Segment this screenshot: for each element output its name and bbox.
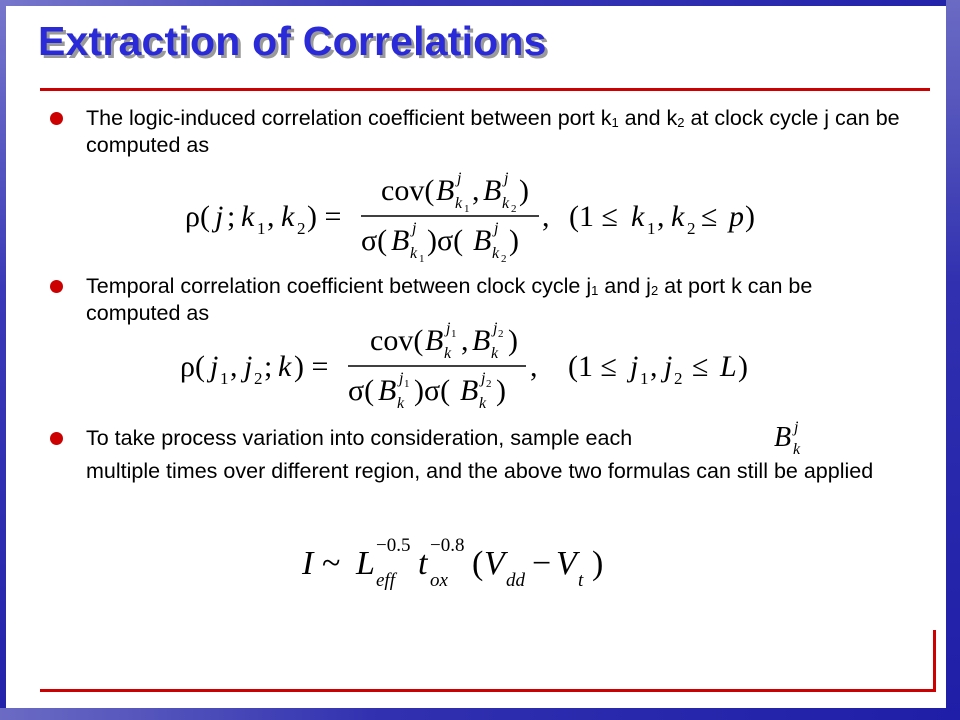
svg-text:,: , <box>657 200 665 233</box>
svg-text:1: 1 <box>464 203 470 215</box>
svg-text:): ) <box>509 224 519 257</box>
svg-text:k: k <box>444 345 452 362</box>
svg-text:B: B <box>378 374 397 407</box>
svg-text:B: B <box>483 174 502 207</box>
svg-text:k: k <box>397 395 405 412</box>
svg-text:t: t <box>578 570 584 591</box>
svg-text:B: B <box>473 224 492 257</box>
svg-text:L: L <box>356 545 375 582</box>
bullet-text-3: To take process variation into consideration, sample each multiple times over different region, and the above two formulas can still be applied <box>86 426 874 483</box>
bullet-dot-icon <box>50 432 63 445</box>
svg-text:I: I <box>302 545 314 582</box>
svg-text:1: 1 <box>451 328 457 340</box>
svg-text:ox: ox <box>430 570 448 591</box>
svg-text:dd: dd <box>506 570 525 591</box>
svg-text:2: 2 <box>674 369 683 388</box>
svg-text:−0.5: −0.5 <box>376 535 411 556</box>
svg-text:)σ(: )σ( <box>427 224 464 257</box>
svg-text:,: , <box>472 174 480 207</box>
svg-text:2: 2 <box>501 253 507 265</box>
frame-top-bar <box>0 0 960 6</box>
svg-text:1: 1 <box>404 378 410 390</box>
equation-logic-correlation <box>185 168 765 265</box>
svg-text:k: k <box>491 345 499 362</box>
bullet-dot-icon <box>50 280 63 293</box>
svg-text:σ(: σ( <box>361 224 388 257</box>
bullet-text-2: Temporal correlation coefficient between clock cycle $j_1$ and $j_2$ at port k can be computed as <box>86 274 813 325</box>
svg-text:1: 1 <box>257 219 266 238</box>
bullet-dot-icon <box>50 112 63 125</box>
frame-right-bar <box>946 0 960 720</box>
equation-temporal-correlation <box>180 318 760 415</box>
svg-text:) =: ) = <box>294 350 329 383</box>
svg-text:j: j <box>210 350 219 383</box>
svg-text:V: V <box>484 545 505 582</box>
inline-symbol-b-k-j <box>772 418 812 465</box>
svg-text:j: j <box>446 320 451 337</box>
title-underline-rule <box>40 88 930 91</box>
svg-text:k: k <box>241 200 255 233</box>
svg-text:2: 2 <box>498 328 504 340</box>
svg-text:k: k <box>502 195 510 212</box>
svg-text:1: 1 <box>220 369 229 388</box>
svg-text:,: , <box>267 200 275 233</box>
svg-text:eff: eff <box>376 570 395 591</box>
slide-title: Extraction of Correlations <box>38 18 547 64</box>
svg-text:2: 2 <box>254 369 263 388</box>
svg-text:): ) <box>592 545 604 582</box>
svg-text:L: L <box>720 350 737 383</box>
svg-text:ρ(: ρ( <box>185 200 210 233</box>
footer-rule <box>40 689 936 692</box>
svg-text:): ) <box>745 200 755 233</box>
svg-text:j: j <box>457 170 462 187</box>
svg-text:1: 1 <box>640 369 649 388</box>
svg-text:): ) <box>738 350 748 383</box>
svg-text:k: k <box>455 195 463 212</box>
svg-text:−: − <box>532 545 552 582</box>
svg-text:;: ; <box>227 200 236 233</box>
svg-text:k: k <box>281 200 295 233</box>
svg-text:;: ; <box>264 350 273 383</box>
svg-text:): ) <box>496 374 506 407</box>
svg-text:≤: ≤ <box>701 200 718 233</box>
svg-text:cov(: cov( <box>381 174 435 207</box>
svg-text:k: k <box>492 245 500 262</box>
svg-text:j: j <box>412 220 417 237</box>
svg-text:(: ( <box>472 545 484 582</box>
svg-text:j: j <box>493 320 498 337</box>
svg-text:j: j <box>664 350 673 383</box>
svg-text:2: 2 <box>687 219 696 238</box>
svg-text:−0.8: −0.8 <box>430 535 465 556</box>
svg-text:σ(: σ( <box>348 374 375 407</box>
svg-text:j: j <box>244 350 253 383</box>
svg-text:): ) <box>519 174 529 207</box>
svg-text:j: j <box>215 200 224 233</box>
svg-text:≤: ≤ <box>692 350 709 383</box>
svg-text:k: k <box>479 395 487 412</box>
svg-text:~: ~ <box>322 545 341 582</box>
svg-text:B: B <box>391 224 410 257</box>
svg-text:j: j <box>481 370 486 387</box>
bullet-text-1: The logic-induced correlation coefficient between port $k_1$ and $k_2$ at clock cycle j can be computed as <box>86 106 900 157</box>
svg-text:2: 2 <box>297 219 306 238</box>
svg-text:) =: ) = <box>307 200 342 233</box>
svg-text:j: j <box>399 370 404 387</box>
svg-text:1: 1 <box>647 219 656 238</box>
svg-text:,: , <box>230 350 238 383</box>
frame-bottom-bar <box>0 708 960 720</box>
frame-left-bar <box>0 0 6 720</box>
svg-text:1: 1 <box>419 253 425 265</box>
svg-text:ρ(: ρ( <box>180 350 205 383</box>
svg-text:B: B <box>774 422 792 453</box>
svg-text:cov(: cov( <box>370 324 424 357</box>
svg-text:2: 2 <box>486 378 492 390</box>
svg-text:B: B <box>460 374 479 407</box>
svg-text:V: V <box>556 545 577 582</box>
svg-text:(1 ≤: (1 ≤ <box>568 350 617 383</box>
svg-text:t: t <box>418 545 428 582</box>
svg-text:B: B <box>472 324 491 357</box>
svg-text:k: k <box>793 441 801 458</box>
svg-text:2: 2 <box>511 203 517 215</box>
svg-text:,: , <box>650 350 658 383</box>
svg-text:k: k <box>410 245 418 262</box>
svg-text:)σ(: )σ( <box>414 374 451 407</box>
svg-text:k: k <box>671 200 685 233</box>
svg-text:,: , <box>530 350 538 383</box>
svg-text:j: j <box>794 419 799 436</box>
svg-text:j: j <box>494 220 499 237</box>
svg-text:B: B <box>436 174 455 207</box>
svg-text:j: j <box>630 350 639 383</box>
svg-text:(1 ≤: (1 ≤ <box>569 200 618 233</box>
svg-text:,: , <box>542 200 550 233</box>
svg-text:p: p <box>729 200 744 233</box>
svg-text:k: k <box>278 350 292 383</box>
footer-corner-rule <box>933 630 936 692</box>
svg-text:): ) <box>508 324 518 357</box>
svg-text:j: j <box>504 170 509 187</box>
svg-text:B: B <box>425 324 444 357</box>
svg-text:,: , <box>461 324 469 357</box>
equation-current-model <box>302 530 642 605</box>
svg-text:k: k <box>631 200 645 233</box>
